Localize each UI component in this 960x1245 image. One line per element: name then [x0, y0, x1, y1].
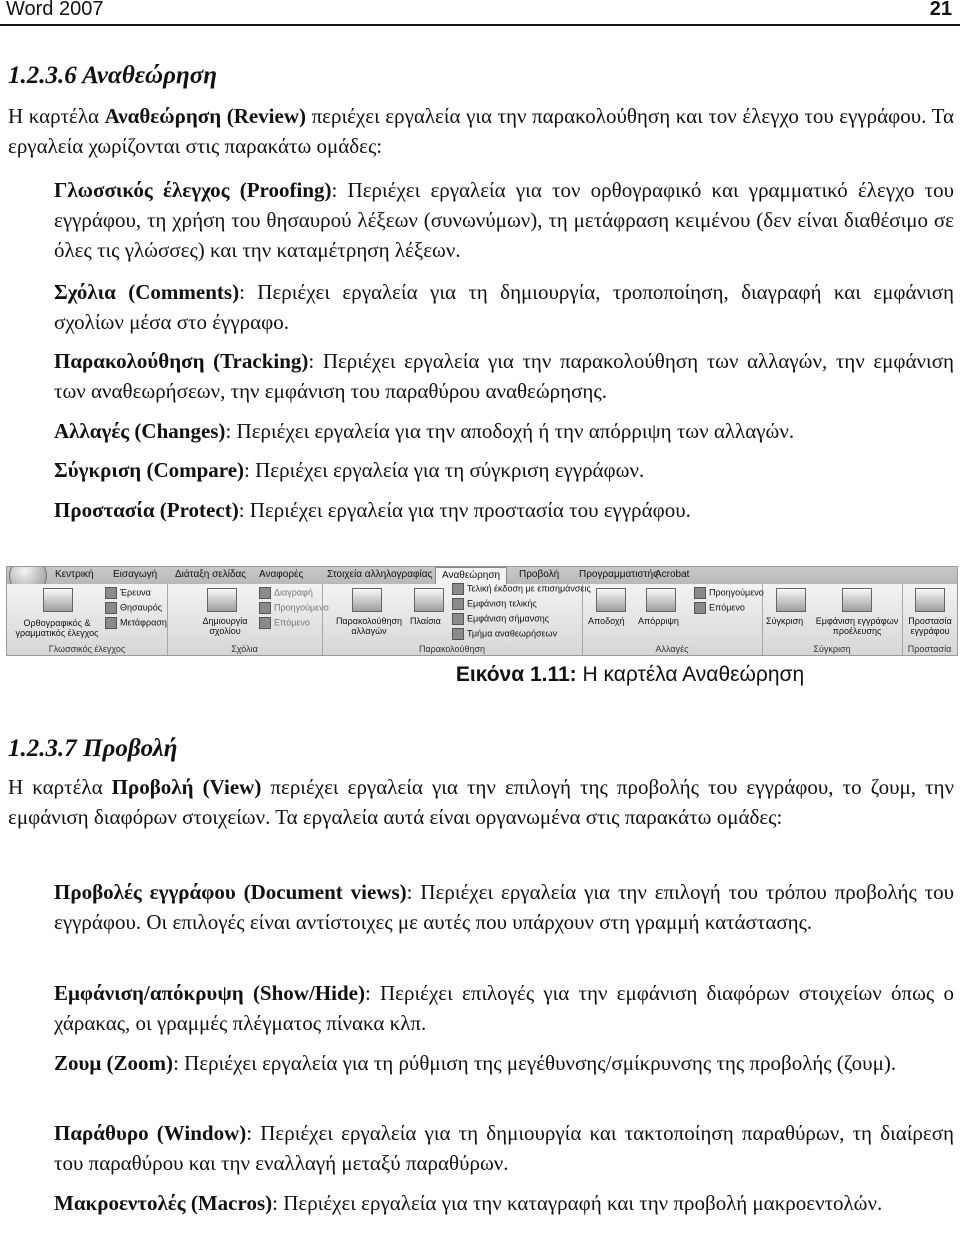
- list-item: Εμφάνιση/απόκρυψη (Show/Hide): Περιέχει επιλογές για την εμφάνιση διαφόρων στοιχείων όπως ο χάρακας, οι γραμμές πλέγματος πίνακα κλπ.: [54, 981, 954, 1035]
- show-source-icon: [842, 588, 872, 612]
- new-comment-icon: [207, 588, 237, 612]
- header-title: Word 2007: [6, 0, 104, 20]
- group-label-tracking: Παρακολούθηση: [418, 644, 486, 654]
- show-final-icon: [452, 598, 464, 610]
- list-item: Σχόλια (Comments): Περιέχει εργαλεία για τη δημιουργία, τροποποίηση, διαγραφή και εμφάνιση σχολίων μέσα στο έγγραφο.: [54, 280, 954, 334]
- next-icon: [694, 602, 706, 614]
- research-button[interactable]: Έρευνα: [105, 587, 151, 599]
- previous-comment-button[interactable]: Προηγούμενο: [259, 602, 329, 614]
- tab-mailings[interactable]: Στοιχεία αλληλογραφίας: [327, 569, 433, 580]
- tab-view[interactable]: Προβολή: [519, 569, 560, 580]
- group-proofing: [7, 584, 168, 655]
- markup-icon: [452, 613, 464, 625]
- protect-document-button[interactable]: Προστασία εγγράφου: [908, 616, 952, 636]
- balloons-icon: [414, 588, 444, 612]
- display-icon: [452, 583, 464, 595]
- show-original-dropdown[interactable]: Εμφάνιση τελικής: [452, 598, 537, 610]
- ribbon-groups: [7, 584, 957, 655]
- spelling-grammar-icon: [43, 588, 73, 612]
- show-source-button[interactable]: Εμφάνιση εγγράφων προέλευσης: [815, 616, 899, 636]
- research-icon: [105, 587, 117, 599]
- next-comment-button[interactable]: Επόμενο: [259, 617, 310, 629]
- tab-page-layout[interactable]: Διάταξη σελίδας: [175, 569, 247, 580]
- group-label-protect: Προστασία: [907, 644, 952, 654]
- compare-icon: [776, 588, 806, 612]
- tab-references[interactable]: Αναφορές: [259, 569, 304, 580]
- figure-caption: Εικόνα 1.11: Η καρτέλα Αναθεώρηση: [455, 663, 805, 686]
- track-changes-icon: [352, 588, 382, 612]
- view-intro: Η καρτέλα Προβολή (View) περιέχει εργαλεία για την επιλογή της προβολής του εγγράφου, το ζουμ, την εμφάνιση διαφόρων στοιχείων. Τα εργαλεία αυτά είναι οργανωμένα στις παρακάτω ομάδες:: [8, 775, 954, 829]
- tab-review[interactable]: Αναθεώρηση: [435, 567, 507, 585]
- list-item: Προστασία (Protect): Περιέχει εργαλεία για την προστασία του εγγράφου.: [54, 498, 691, 522]
- list-item: Ζουμ (Zoom): Περιέχει εργαλεία για τη ρύθμιση της μεγέθυνσης/σμίκρυνσης της προβολής (ζουμ).: [54, 1051, 897, 1075]
- delete-comment-button[interactable]: Διαγραφή: [259, 587, 313, 599]
- group-label-changes: Αλλαγές: [655, 644, 689, 654]
- list-item: Παράθυρο (Window): Περιέχει εργαλεία για τη δημιουργία και τακτοποίηση παραθύρων, τη διαίρεση του παραθύρου και την εναλλαγή μεταξύ παραθύρων.: [54, 1121, 955, 1175]
- tab-home[interactable]: Κεντρική: [55, 569, 94, 580]
- accept-button[interactable]: Αποδοχή: [588, 616, 625, 626]
- list-item: Παρακολούθηση (Tracking): Περιέχει εργαλεία για την παρακολούθηση των αλλαγών, την εμφάνιση των αναθεωρήσεων, την εμφάνιση του παραθύρου αναθεώρησης.: [54, 349, 954, 403]
- balloons-button[interactable]: Πλαίσια: [410, 616, 441, 626]
- next-change-button[interactable]: Επόμενο: [694, 602, 745, 614]
- track-changes-button[interactable]: Παρακολούθηση αλλαγών: [335, 616, 403, 636]
- previous-icon: [694, 587, 706, 599]
- group-compare: [762, 584, 903, 655]
- thesaurus-button[interactable]: Θησαυρός: [105, 602, 162, 614]
- list-item: Προβολές εγγράφου (Document views): Περιέχει εργαλεία για την επιλογή του τρόπου προβολής του εγγράφου. Οι επιλογές είναι αντίστοιχες με αυτές που υπάρχουν στη γραμμή κατάστασης.: [54, 880, 954, 934]
- translate-icon: [105, 617, 117, 629]
- tab-insert[interactable]: Εισαγωγή: [113, 569, 158, 580]
- review-intro: Η καρτέλα Αναθεώρηση (Review) περιέχει εργαλεία για την παρακολούθηση και τον έλεγχο του εγγράφου. Τα εργαλεία χωρίζονται στις παρακάτω ομάδες:: [8, 104, 954, 158]
- page-number: 21: [929, 0, 952, 20]
- tab-acrobat[interactable]: Acrobat: [655, 569, 690, 580]
- previous-icon: [259, 602, 271, 614]
- group-label-comments: Σχόλια: [231, 644, 258, 654]
- list-item: Αλλαγές (Changes): Περιέχει εργαλεία για την αποδοχή ή την απόρριψη των αλλαγών.: [54, 419, 795, 443]
- new-comment-button[interactable]: Δημιουργία σχολίου: [202, 616, 248, 636]
- show-markup-dropdown[interactable]: Εμφάνιση σήμανσης: [452, 613, 549, 625]
- group-tracking: [322, 583, 591, 655]
- section-title-view: 1.2.3.7 Προβολή: [8, 735, 178, 762]
- next-icon: [259, 617, 271, 629]
- reviewing-pane-icon: [452, 628, 464, 640]
- accept-icon: [596, 588, 626, 612]
- display-for-review-dropdown[interactable]: Τελική έκδοση με επισημάνσεις: [452, 583, 591, 595]
- ribbon-screenshot: [6, 566, 958, 656]
- group-changes: [582, 584, 763, 655]
- compare-button[interactable]: Σύγκριση: [766, 616, 804, 626]
- reject-icon: [646, 588, 676, 612]
- protect-document-icon: [915, 588, 945, 612]
- ribbon-tabs: [7, 567, 957, 584]
- reviewing-pane-button[interactable]: Τμήμα αναθεωρήσεων: [452, 628, 557, 640]
- previous-change-button[interactable]: Προηγούμενο: [694, 587, 764, 599]
- section-title-review: 1.2.3.6 Αναθεώρηση: [8, 62, 217, 89]
- spelling-grammar-button[interactable]: Ορθογραφικός & γραμματικός έλεγχος: [15, 618, 99, 638]
- list-item: Μακροεντολές (Macros): Περιέχει εργαλεία για την καταγραφή και την προβολή μακροεντολών.: [54, 1191, 883, 1215]
- thesaurus-icon: [105, 602, 117, 614]
- group-protect: [902, 584, 957, 655]
- page-header: [0, 0, 960, 26]
- list-item: Γλωσσικός έλεγχος (Proofing): Περιέχει εργαλεία για τον ορθογραφικό και γραμματικό έλεγχο του εγγράφου, τη χρήση του θησαυρού λέξεων (συνωνύμων), τη μετάφραση κειμένου (δεν είναι διαθέσιμο σε όλες τις γλώσσες) και την καταμέτρηση λέξεων.: [54, 178, 954, 262]
- group-label-compare: Σύγκριση: [813, 644, 851, 654]
- translate-button[interactable]: Μετάφραση: [105, 617, 167, 629]
- delete-icon: [259, 587, 271, 599]
- reject-button[interactable]: Απόρριψη: [638, 616, 679, 626]
- group-label-proofing: Γλωσσικός έλεγχος: [48, 644, 126, 654]
- list-item: Σύγκριση (Compare): Περιέχει εργαλεία για τη σύγκριση εγγράφων.: [54, 458, 645, 482]
- group-comments: [167, 584, 329, 655]
- tab-developer[interactable]: Προγραμματιστής: [579, 569, 658, 580]
